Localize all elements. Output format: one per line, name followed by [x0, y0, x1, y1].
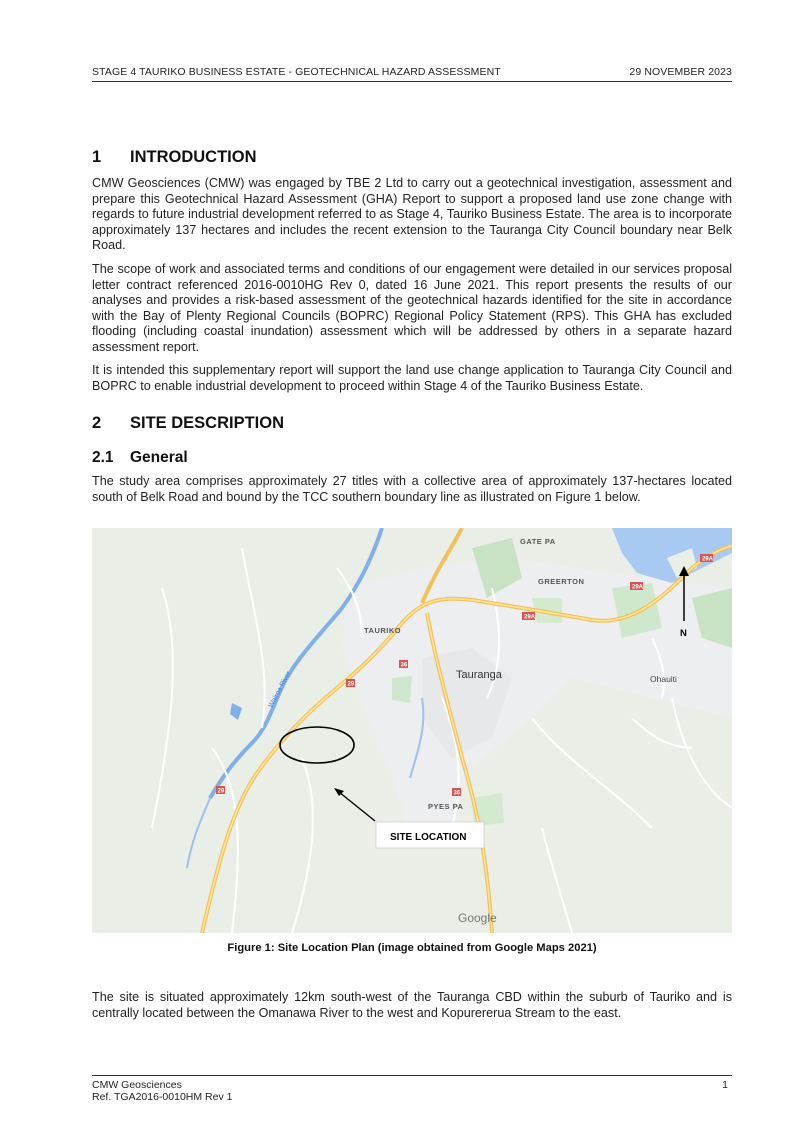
subheading-number: 2.1 [92, 449, 114, 466]
map-label-pyes-pa: PYES PA [428, 802, 464, 811]
highway-shield-29: 29 [217, 788, 225, 795]
page-header [92, 66, 732, 78]
map-label-tauriko: TAURIKO [364, 626, 402, 635]
highway-shield-29: 29 [347, 681, 355, 688]
footer-company: CMW Geosciences [92, 1079, 182, 1091]
footer-rule [92, 1075, 732, 1076]
intro-paragraph-1: CMW Geosciences (CMW) was engaged by TBE 2 Ltd to carry out a geotechnical investigation, assessment and prepare this Geotechnical Hazard Assessment (GHA) Report to support a proposed land use zone change with regards to future industrial development referred to as Stage 4, Tauriko Business Estate. The area is to incorporate approximately 137 hectares and includes the recent extension to the Tauranga City Council boundary near Belk Road. [92, 176, 732, 252]
general-paragraph-2: The site is situated approximately 12km south-west of the Tauranga CBD within the suburb of Tauriko and is centrally located between the Omanawa River to the west and Kopurererua Stream to the east. [92, 990, 732, 1020]
highway-shield-29a: 29A [702, 556, 714, 563]
figure-caption: Figure 1: Site Location Plan (image obtained from Google Maps 2021) [227, 942, 597, 954]
header-date: 29 NOVEMBER 2023 [629, 66, 732, 78]
footer-ref: Ref. TGA2016-0010HM Rev 1 [92, 1091, 233, 1103]
page-number: 1 [722, 1079, 728, 1091]
map-label-gate-pa: GATE PA [520, 537, 556, 546]
map-label-greerton: GREERTON [538, 577, 585, 586]
highway-shield-36: 36 [453, 790, 461, 797]
heading-number: 1 [92, 148, 102, 166]
heading-site-description [92, 414, 284, 433]
heading-text: SITE DESCRIPTION [130, 414, 285, 432]
heading-number: 2 [92, 414, 102, 432]
general-paragraph-1: The study area comprises approximately 27 titles with a collective area of approximately 137-hectares located south of Belk Road and bound by the TCC southern boundary line as illustrated on Figure 1 below. [92, 474, 732, 504]
highway-shield-36: 36 [400, 662, 408, 669]
map-label-tauranga: Tauranga [456, 669, 502, 681]
map-graphic [92, 528, 732, 933]
site-location-label: SITE LOCATION [390, 832, 467, 843]
highway-shield-29a: 29A [632, 584, 644, 591]
north-label: N [680, 628, 687, 639]
google-logo: Google [458, 911, 497, 925]
page-footer [92, 1079, 732, 1103]
highway-shield-29a: 29A [524, 614, 536, 621]
heading-general [92, 449, 188, 467]
map-label-river: Wairoa River [267, 670, 293, 709]
intro-paragraph-2: The scope of work and associated terms and conditions of our engagement were detailed in our services proposal letter contract referenced 2016-0010HG Rev 0, dated 16 June 2021. This report presents the results of our analyses and provides a risk-based assessment of the geotechnical hazards identified for the site in accordance with the Bay of Plenty Regional Councils (BOPRC) Regional Policy Statement (RPS). This GHA has excluded flooding (including coastal inundation) assessment which will be addressed by others in a separate hazard assessment report. [92, 262, 732, 354]
intro-paragraph-3: It is intended this supplementary report will support the land use change application to Tauranga City Council and BOPRC to enable industrial development to proceed within Stage 4 of the Tauriko Business Estate. [92, 363, 732, 393]
header-rule [92, 81, 732, 82]
header-title: STAGE 4 TAURIKO BUSINESS ESTATE - GEOTECHNICAL HAZARD ASSESSMENT [92, 66, 501, 78]
heading-text: INTRODUCTION [130, 148, 257, 166]
map-label-ohauiti: Ohauiti [650, 674, 677, 684]
heading-introduction [92, 148, 257, 167]
site-location-map [92, 528, 732, 933]
subheading-text: General [130, 449, 188, 466]
